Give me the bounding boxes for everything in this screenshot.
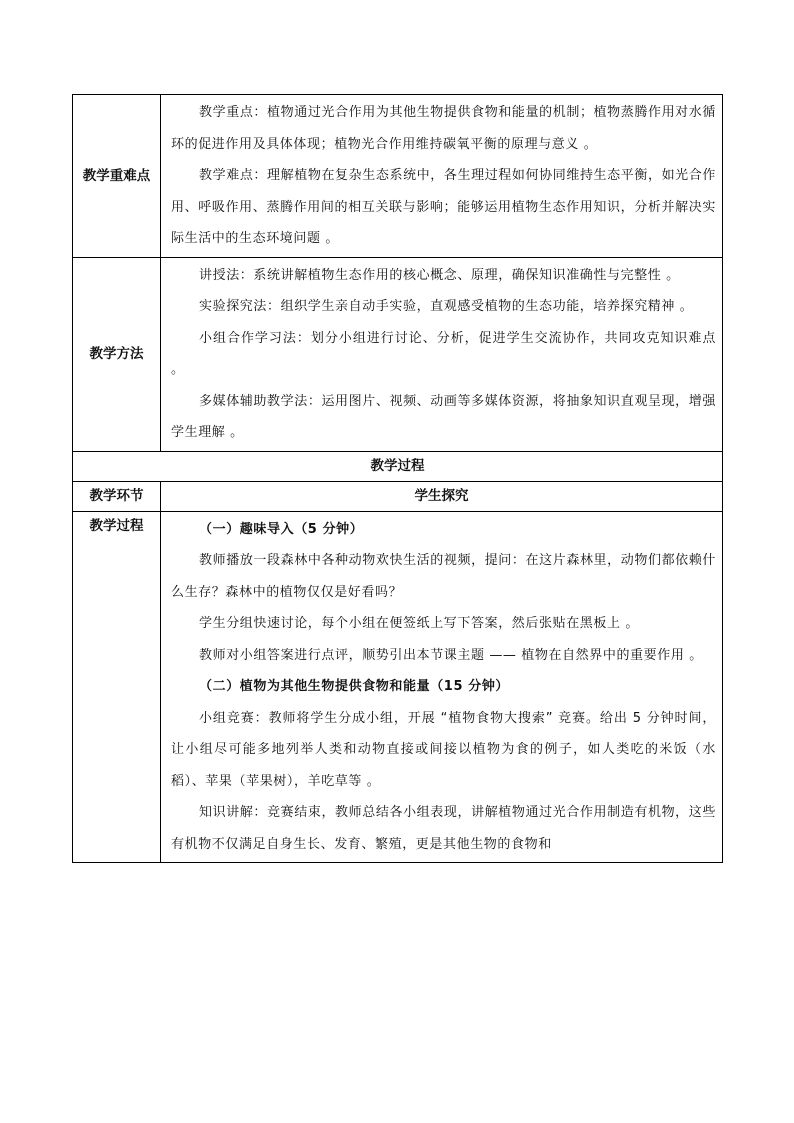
process-content-row xyxy=(73,511,723,863)
method-item: 多媒体辅助教学法：运用图片、视频、动画等多媒体资源，将抽象知识直观呈现，增强学生理解 。 xyxy=(171,393,716,440)
methods-content xyxy=(161,257,723,451)
lesson-plan-page xyxy=(72,94,722,863)
process-section-title: 教学过程 xyxy=(73,451,723,481)
process-content xyxy=(161,511,723,863)
part2-heading: （二）植物为其他生物提供食物和能量（15 分钟） xyxy=(199,679,510,694)
column-header-explore: 学生探究 xyxy=(161,481,723,511)
difficulty-content xyxy=(161,95,723,258)
process-column-header-row xyxy=(73,481,723,511)
lesson-plan-table xyxy=(72,94,723,863)
hard-points-text: 教学难点：理解植物在复杂生态系统中，各生理过程如何协同维持生态平衡，如光合作用、呼吸作用、蒸腾作用间的相互关联与影响；能够运用植物生态作用知识，分析并解决实际生活中的生态环境问题 。 xyxy=(171,168,716,246)
column-header-stage: 教学环节 xyxy=(73,481,161,511)
process-section-row xyxy=(73,451,723,481)
key-points-text: 教学重点：植物通过光合作用为其他生物提供食物和能量的机制；植物蒸腾作用对水循环的促进作用及具体体现；植物光合作用维持碳氧平衡的原理与意义 。 xyxy=(171,105,716,152)
method-item: 讲授法：系统讲解植物生态作用的核心概念、原理，确保知识准确性与完整性 。 xyxy=(199,267,680,283)
method-item: 小组合作学习法：划分小组进行讨论、分析，促进学生交流协作，共同攻克知识难点 。 xyxy=(171,330,716,377)
methods-label: 教学方法 xyxy=(73,257,161,451)
part1-paragraph: 教师播放一段森林中各种动物欢快生活的视频，提问：在这片森林里，动物们都依赖什么生存？森林中的植物仅仅是好看吗？ xyxy=(171,553,716,600)
difficulty-label: 教学重难点 xyxy=(73,95,161,258)
methods-row xyxy=(73,257,723,451)
process-row-label: 教学过程 xyxy=(73,511,161,863)
part1-paragraph: 教师对小组答案进行点评，顺势引出本节课主题 —— 植物在自然界中的重要作用 。 xyxy=(199,647,703,663)
method-item: 实验探究法：组织学生亲自动手实验，直观感受植物的生态功能，培养探究精神 。 xyxy=(199,299,694,314)
part2-paragraph: 知识讲解：竞赛结束，教师总结各小组表现，讲解植物通过光合作用制造有机物，这些有机物不仅满足自身生长、发育、繁殖，更是其他生物的食物和 xyxy=(171,805,716,852)
difficulty-row xyxy=(73,95,723,258)
part2-paragraph: 小组竞赛：教师将学生分成小组，开展 “植物食物大搜索” 竞赛。给出 5 分钟时间，让小组尽可能多地列举人类和动物直接或间接以植物为食的例子，如人类吃的米饭（水稻）、苹果（苹果树），羊吃草等 。 xyxy=(171,710,716,789)
part1-paragraph: 学生分组快速讨论，每个小组在便签纸上写下答案，然后张贴在黑板上 。 xyxy=(199,616,639,631)
part1-heading: （一）趣味导入（5 分钟） xyxy=(199,521,364,537)
